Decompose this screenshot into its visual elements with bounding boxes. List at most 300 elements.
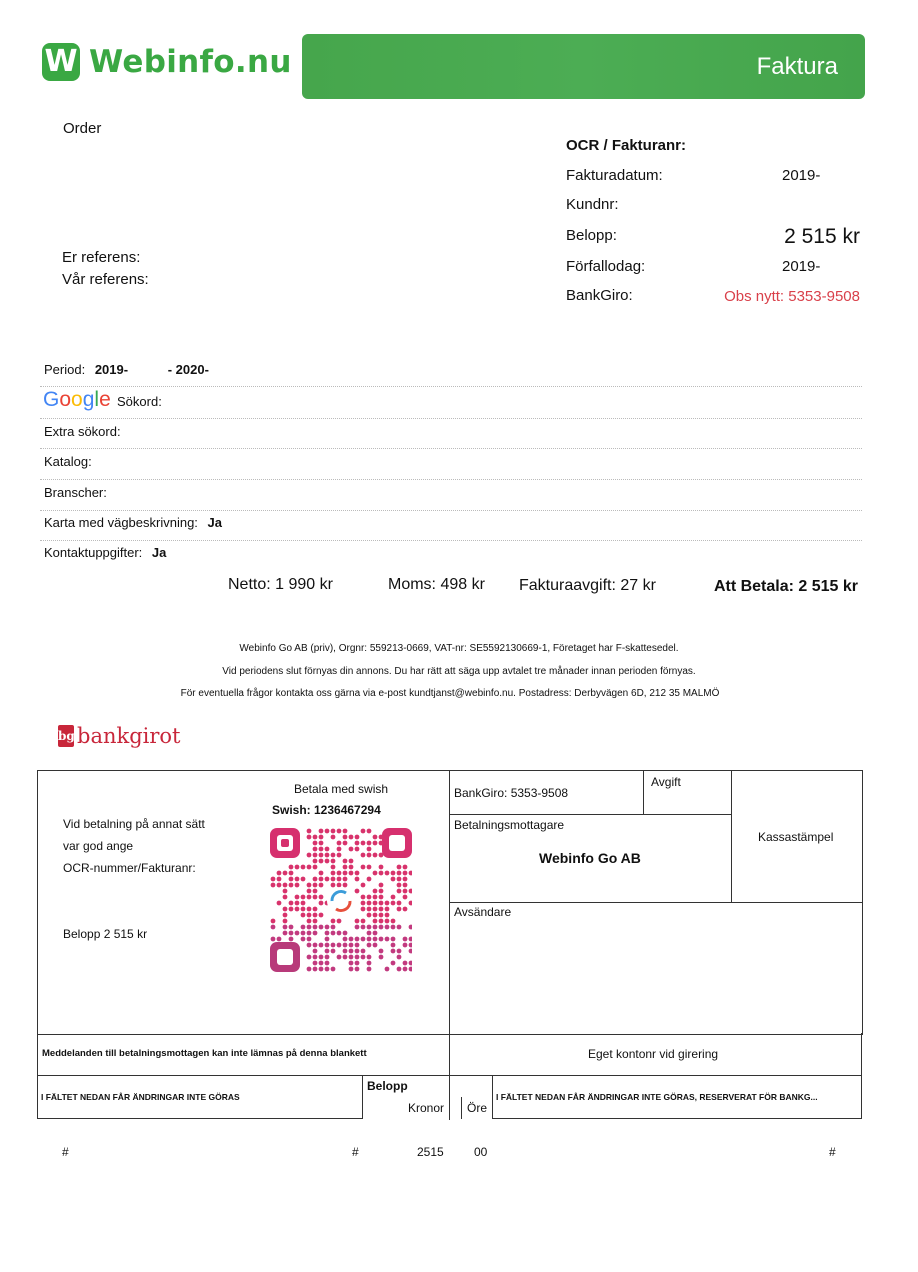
qr-dot — [391, 895, 396, 900]
belopp-label: Belopp: — [566, 227, 617, 244]
slip-divider — [461, 1097, 462, 1119]
qr-dot — [343, 949, 348, 954]
slip-divider — [37, 1118, 362, 1119]
qr-dot — [283, 925, 288, 930]
qr-dot — [319, 925, 324, 930]
qr-dot — [307, 955, 312, 960]
qr-dot — [361, 955, 366, 960]
qr-dot — [295, 931, 300, 936]
qr-dot — [343, 877, 348, 882]
qr-dot — [295, 895, 300, 900]
qr-dot — [277, 871, 282, 876]
google-logo: Google — [43, 388, 111, 411]
qr-dot — [331, 925, 336, 930]
qr-dot — [301, 925, 306, 930]
qr-dot — [277, 883, 282, 888]
qr-dot — [337, 829, 342, 834]
sokord-label: Sökord: — [117, 394, 162, 409]
qr-dot — [355, 937, 360, 942]
qr-dot — [397, 901, 402, 906]
renewal-info-line: Vid periodens slut förnyas din annons. Du har rätt att säga upp avtalet tre månader innan perioden förnyas. — [222, 666, 696, 677]
ocr-hash-2: # — [352, 1145, 359, 1159]
qr-dot — [307, 937, 312, 942]
qr-dot — [409, 949, 412, 954]
qr-dot — [367, 829, 372, 834]
qr-dot — [355, 919, 360, 924]
qr-dot — [373, 835, 378, 840]
qr-dot — [343, 871, 348, 876]
qr-dot — [355, 835, 360, 840]
moms-total: Moms: 498 kr — [388, 576, 485, 593]
qr-dot — [367, 955, 372, 960]
qr-dot — [373, 925, 378, 930]
qr-dot — [367, 907, 372, 912]
qr-dot — [391, 871, 396, 876]
qr-dot — [331, 877, 336, 882]
qr-dot — [391, 925, 396, 930]
qr-dot — [319, 895, 324, 900]
qr-dot — [355, 841, 360, 846]
qr-dot — [307, 883, 312, 888]
qr-dot — [379, 889, 384, 894]
qr-dot — [337, 853, 342, 858]
qr-dot — [331, 835, 336, 840]
qr-dot — [373, 919, 378, 924]
row-divider — [40, 448, 862, 449]
vid-betalning-line2: var god ange — [63, 839, 134, 853]
qr-dot — [313, 943, 318, 948]
qr-dot — [283, 919, 288, 924]
qr-dot — [289, 877, 294, 882]
period-row — [44, 362, 209, 377]
qr-dot — [313, 961, 318, 966]
qr-dot — [385, 913, 390, 918]
qr-dot — [301, 907, 306, 912]
qr-dot — [379, 919, 384, 924]
qr-dot — [325, 877, 330, 882]
qr-dot — [373, 853, 378, 858]
qr-dot — [349, 865, 354, 870]
qr-dot — [349, 859, 354, 864]
qr-dot — [361, 925, 366, 930]
qr-dot — [385, 871, 390, 876]
qr-dot — [319, 955, 324, 960]
ocr-ore-value: 00 — [474, 1145, 488, 1159]
kontakt-row — [44, 545, 166, 560]
qr-dot — [337, 877, 342, 882]
slip-divider — [861, 1033, 862, 1076]
qr-dot — [283, 913, 288, 918]
qr-dot — [325, 967, 330, 972]
qr-dot — [283, 907, 288, 912]
qr-dot — [403, 967, 408, 972]
qr-dot — [313, 883, 318, 888]
qr-dot — [313, 895, 318, 900]
qr-dot — [331, 931, 336, 936]
qr-dot — [391, 943, 396, 948]
qr-dot — [367, 841, 372, 846]
slip-divider — [861, 1075, 862, 1119]
qr-dot — [343, 955, 348, 960]
qr-dot — [307, 919, 312, 924]
qr-dot — [325, 925, 330, 930]
qr-dot — [307, 907, 312, 912]
qr-dot — [319, 913, 324, 918]
qr-dot — [355, 871, 360, 876]
qr-dot — [331, 943, 336, 948]
swish-qr-code[interactable] — [270, 828, 412, 974]
qr-dot — [271, 937, 276, 942]
qr-dot — [385, 901, 390, 906]
betalningsmottagare-label: Betalningsmottagare — [454, 818, 565, 832]
qr-dot — [403, 883, 408, 888]
qr-dot — [295, 907, 300, 912]
qr-dot — [337, 931, 342, 936]
qr-dot — [397, 883, 402, 888]
qr-dot — [373, 901, 378, 906]
qr-dot — [403, 877, 408, 882]
qr-dot — [367, 877, 372, 882]
qr-dot — [289, 937, 294, 942]
qr-dot — [343, 859, 348, 864]
qr-dot — [337, 841, 342, 846]
qr-dot — [313, 877, 318, 882]
qr-dot — [361, 853, 366, 858]
period-from: 2019- — [94, 362, 129, 377]
fakturadatum-label: Fakturadatum: — [566, 167, 663, 184]
qr-dot — [409, 871, 412, 876]
slip-bankgiro: BankGiro: 5353-9508 — [454, 786, 569, 800]
qr-dot — [319, 943, 324, 948]
qr-dot — [313, 907, 318, 912]
qr-dot — [313, 847, 318, 852]
qr-dot — [403, 871, 408, 876]
qr-dot — [349, 967, 354, 972]
qr-dot — [307, 829, 312, 834]
qr-dot — [361, 907, 366, 912]
qr-dot — [397, 949, 402, 954]
slip-divider — [449, 770, 450, 1120]
qr-dot — [313, 967, 318, 972]
qr-dot — [355, 961, 360, 966]
qr-dot — [343, 841, 348, 846]
qr-dot — [409, 901, 412, 906]
qr-dot — [409, 889, 412, 894]
qr-dot — [397, 889, 402, 894]
qr-dot — [409, 961, 412, 966]
slip-divider — [492, 1075, 493, 1119]
vid-betalning-line1: Vid betalning på annat sätt — [63, 817, 205, 831]
qr-dot — [391, 937, 396, 942]
meddelanden-notice: Meddelanden till betalningsmottagen kan inte lämnas på denna blankett — [42, 1048, 367, 1059]
qr-dot — [355, 889, 360, 894]
ocr-hash-3: # — [829, 1145, 836, 1159]
qr-dot — [397, 955, 402, 960]
qr-dot — [343, 835, 348, 840]
qr-dot — [349, 961, 354, 966]
qr-dot — [397, 871, 402, 876]
qr-dot — [301, 877, 306, 882]
qr-dot — [325, 961, 330, 966]
qr-dot — [301, 913, 306, 918]
katalog-label: Katalog: — [44, 454, 92, 469]
qr-dot — [409, 943, 412, 948]
qr-dot — [403, 943, 408, 948]
qr-dot — [361, 937, 366, 942]
extra-sokord-label: Extra sökord: — [44, 424, 121, 439]
qr-dot — [379, 895, 384, 900]
qr-dot — [355, 955, 360, 960]
qr-dot — [373, 931, 378, 936]
order-label: Order — [63, 120, 102, 137]
betalningsmottagare-value: Webinfo Go AB — [539, 850, 641, 866]
bankgirot-logo-text: bankgirot — [77, 724, 181, 748]
avgift-label: Avgift — [651, 775, 681, 789]
qr-dot — [391, 877, 396, 882]
qr-dot — [355, 967, 360, 972]
qr-dot — [301, 937, 306, 942]
qr-dot — [271, 883, 276, 888]
ocr-kronor-value: 2515 — [417, 1145, 444, 1159]
kundnr-label: Kundnr: — [566, 196, 619, 213]
qr-dot — [325, 931, 330, 936]
qr-dot — [373, 871, 378, 876]
qr-dot — [349, 937, 354, 942]
qr-dot — [361, 919, 366, 924]
qr-dot — [325, 955, 330, 960]
qr-dot — [301, 931, 306, 936]
belopp-value: 2 515 kr — [784, 225, 860, 248]
qr-dot — [379, 907, 384, 912]
qr-dot — [319, 853, 324, 858]
qr-dot — [277, 937, 282, 942]
qr-dot — [385, 907, 390, 912]
qr-dot — [295, 865, 300, 870]
qr-dot — [331, 853, 336, 858]
qr-dot — [271, 925, 276, 930]
qr-finder-inner — [277, 949, 293, 965]
qr-dot — [379, 871, 384, 876]
ore-label: Öre — [467, 1101, 488, 1115]
qr-dot — [271, 877, 276, 882]
slip-divider — [37, 1033, 38, 1076]
qr-dot — [319, 829, 324, 834]
qr-dot — [343, 883, 348, 888]
qr-dot — [349, 871, 354, 876]
qr-dot — [391, 961, 396, 966]
company-info-line: Webinfo Go AB (priv), Orgnr: 559213-0669, VAT-nr: SE5592130669-1, Företaget har F-skattesedel. — [239, 643, 679, 654]
qr-dot — [307, 835, 312, 840]
qr-dot — [337, 919, 342, 924]
qr-dot — [367, 925, 372, 930]
qr-dot — [289, 865, 294, 870]
qr-dot — [307, 943, 312, 948]
qr-dot — [307, 967, 312, 972]
kontakt-value: Ja — [151, 545, 167, 560]
qr-dot — [307, 853, 312, 858]
kronor-label: Kronor — [408, 1101, 445, 1115]
qr-dot — [349, 943, 354, 948]
qr-dot — [319, 967, 324, 972]
qr-dot — [325, 943, 330, 948]
qr-dot — [343, 937, 348, 942]
slip-divider — [492, 1118, 862, 1119]
qr-dot — [361, 865, 366, 870]
qr-dot — [361, 883, 366, 888]
qr-dot — [403, 937, 408, 942]
qr-dot — [271, 919, 276, 924]
qr-dot — [325, 949, 330, 954]
karta-row — [44, 515, 222, 530]
qr-dot — [325, 859, 330, 864]
qr-dot — [361, 829, 366, 834]
qr-dot — [373, 937, 378, 942]
qr-dot — [367, 967, 372, 972]
qr-dot — [331, 883, 336, 888]
qr-dot — [379, 925, 384, 930]
qr-dot — [397, 877, 402, 882]
qr-dot — [379, 841, 384, 846]
qr-dot — [313, 925, 318, 930]
netto-total: Netto: 1 990 kr — [228, 576, 333, 593]
qr-dot — [367, 901, 372, 906]
swish-number: Swish: 1236467294 — [272, 803, 381, 817]
qr-dot — [379, 901, 384, 906]
qr-dot — [331, 967, 336, 972]
falt-notice-left: I FÄLTET NEDAN FÅR ÄNDRINGAR INTE GÖRAS — [41, 1092, 240, 1102]
qr-dot — [373, 895, 378, 900]
qr-dot — [367, 853, 372, 858]
qr-dot — [379, 955, 384, 960]
qr-dot — [313, 841, 318, 846]
qr-dot — [409, 967, 412, 972]
vid-betalning-line3: OCR-nummer/Fakturanr: — [63, 861, 196, 875]
qr-dot — [295, 877, 300, 882]
qr-dot — [403, 895, 408, 900]
branscher-label: Branscher: — [44, 485, 107, 500]
qr-dot — [283, 883, 288, 888]
qr-dot — [337, 883, 342, 888]
qr-dot — [289, 925, 294, 930]
qr-dot — [337, 955, 342, 960]
qr-dot — [373, 889, 378, 894]
qr-dot — [355, 943, 360, 948]
qr-dot — [367, 913, 372, 918]
qr-dot — [319, 847, 324, 852]
qr-dot — [379, 913, 384, 918]
qr-dot — [325, 853, 330, 858]
qr-dot — [325, 847, 330, 852]
qr-dot — [319, 835, 324, 840]
er-referens-label: Er referens: — [62, 249, 141, 266]
bankgiro-label: BankGiro: — [566, 287, 633, 304]
qr-dot — [379, 835, 384, 840]
kontakt-label: Kontaktuppgifter: — [44, 545, 143, 560]
qr-dot — [331, 859, 336, 864]
qr-dot — [283, 931, 288, 936]
ocr-label: OCR / Fakturanr: — [566, 137, 687, 154]
qr-dot — [313, 919, 318, 924]
qr-dot — [373, 841, 378, 846]
contact-info-line: För eventuella frågor kontakta oss gärna via e-post kundtjanst@webinfo.nu. Postadress: Derbyvägen 6D, 212 35 MALMÖ — [180, 688, 720, 699]
qr-dot — [307, 931, 312, 936]
qr-dot — [367, 895, 372, 900]
qr-dot — [319, 961, 324, 966]
qr-dot — [349, 835, 354, 840]
qr-dot — [283, 889, 288, 894]
slip-divider — [362, 1075, 363, 1119]
qr-dot — [379, 949, 384, 954]
qr-dot — [355, 877, 360, 882]
qr-dot — [343, 931, 348, 936]
qr-dot — [349, 955, 354, 960]
qr-dot — [337, 871, 342, 876]
qr-dot — [313, 913, 318, 918]
qr-dot — [385, 925, 390, 930]
qr-dot — [349, 949, 354, 954]
swish-label: Betala med swish — [294, 782, 389, 796]
qr-dot — [343, 829, 348, 834]
row-divider — [40, 540, 862, 541]
forfallodag-label: Förfallodag: — [566, 258, 646, 275]
qr-dot — [373, 907, 378, 912]
qr-dot — [319, 901, 324, 906]
qr-dot — [313, 835, 318, 840]
row-divider — [40, 510, 862, 511]
qr-dot — [331, 949, 336, 954]
qr-dot — [283, 871, 288, 876]
qr-dot — [331, 865, 336, 870]
qr-dot — [289, 871, 294, 876]
slip-divider — [37, 1075, 38, 1119]
invoice-title: Faktura — [756, 53, 838, 80]
qr-dot — [337, 847, 342, 852]
qr-finder-inner — [389, 835, 405, 851]
qr-dot — [355, 949, 360, 954]
qr-dot — [367, 961, 372, 966]
qr-dot — [307, 865, 312, 870]
qr-dot — [397, 925, 402, 930]
qr-dot — [361, 895, 366, 900]
row-divider — [40, 479, 862, 480]
qr-dot — [403, 961, 408, 966]
bankgiro-value: Obs nytt: 5353-9508 — [724, 288, 860, 305]
qr-dot — [367, 937, 372, 942]
qr-dot — [313, 865, 318, 870]
qr-dot — [355, 847, 360, 852]
qr-dot — [301, 895, 306, 900]
qr-dot — [301, 865, 306, 870]
qr-dot — [397, 907, 402, 912]
qr-dot — [367, 943, 372, 948]
karta-label: Karta med vägbeskrivning: — [44, 515, 198, 530]
qr-dot — [367, 847, 372, 852]
qr-dot — [313, 955, 318, 960]
avsandare-label: Avsändare — [454, 905, 512, 919]
qr-dot — [361, 901, 366, 906]
qr-dot — [397, 967, 402, 972]
period-to: - 2020- — [167, 362, 209, 377]
slip-divider — [643, 770, 644, 815]
fakturaavgift-total: Fakturaavgift: 27 kr — [519, 577, 656, 594]
qr-dot — [379, 937, 384, 942]
qr-dot — [343, 865, 348, 870]
qr-dot — [289, 931, 294, 936]
slip-divider — [37, 1075, 862, 1076]
qr-dot — [391, 949, 396, 954]
qr-dot — [385, 919, 390, 924]
qr-dot — [331, 829, 336, 834]
